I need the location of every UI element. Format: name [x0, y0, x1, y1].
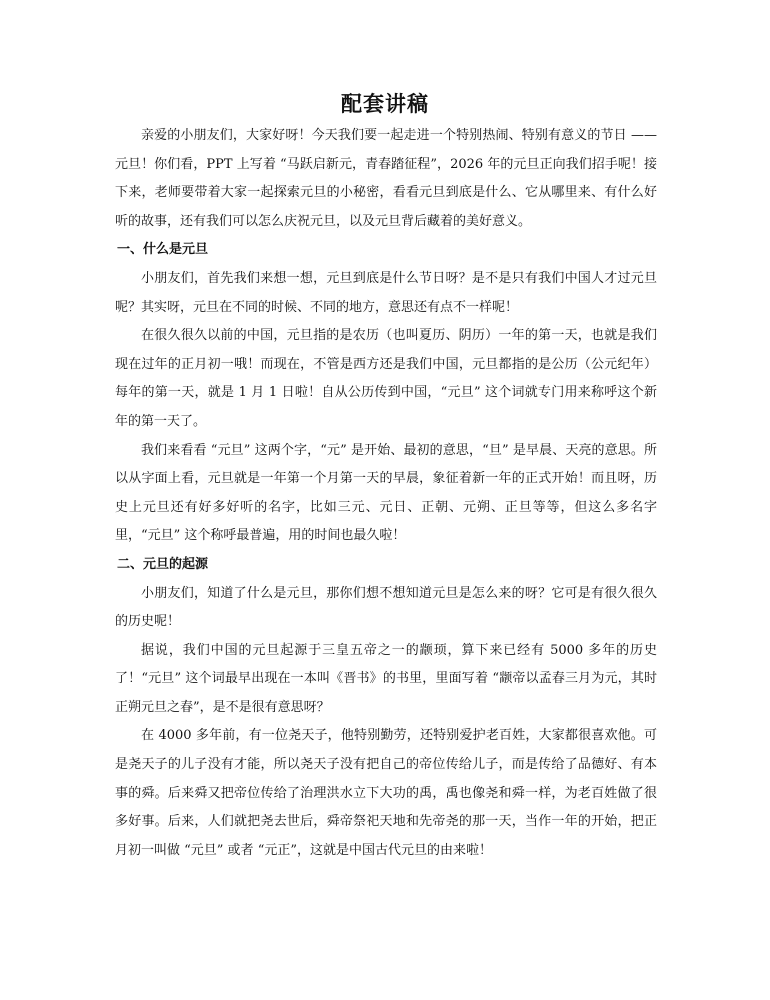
paragraph: 在 4000 多年前，有一位尧天子，他特别勤劳，还特别爱护老百姓，大家都很喜欢他。可是尧天子的儿子没有才能，所以尧天子没有把自己的帝位传给儿子，而是传给了品德好、有本事的舜。后来舜又把帝位传给了治理洪水立下大功的禹，禹也像尧和舜一样，为老百姓做了很多好事。后来，人们就把尧去世后，舜帝祭祀天地和先帝尧的那一天，当作一年的开始，把正月初一叫做 “元旦” 或者 “元正”，这就是中国古代元旦的由来啦！	[115, 728, 657, 858]
page-title: 配套讲稿	[341, 91, 429, 116]
section-heading-origin: 二、元旦的起源	[117, 556, 209, 572]
section-heading-what-is-yuandan: 一、什么是元旦	[117, 242, 209, 258]
paragraph: 小朋友们，首先我们来想一想，元旦到底是什么节日呀？是不是只有我们中国人才过元旦呢？其实呀，元旦在不同的时候、不同的地方，意思还有点不一样呢！	[115, 270, 657, 315]
document-body	[115, 122, 657, 865]
paragraph: 小朋友们，知道了什么是元旦，那你们想不想知道元旦是怎么来的呀？它可是有很久很久的历史呢！	[115, 585, 657, 630]
paragraph: 据说，我们中国的元旦起源于三皇五帝之一的颛顼，算下来已经有 5000 多年的历史了！“元旦” 这个词最早出现在一本叫《晋书》的书里，里面写着 “颛帝以孟春三月为元，其时正朔元旦之春”，是不是很有意思呀？	[115, 642, 657, 715]
intro-paragraph: 亲爱的小朋友们，大家好呀！今天我们要一起走进一个特别热闹、特别有意义的节日 —— 元旦！你们看，PPT 上写着 “马跃启新元，青春踏征程”，2026 年的元旦正向我们招手呢！接下来，老师要带着大家一起探索元旦的小秘密，看看元旦到底是什么、它从哪里来、有什么好听的故事，还有我们可以怎么庆祝元旦，以及元旦背后藏着的美好意义。	[115, 128, 657, 229]
paragraph: 我们来看看 “元旦” 这两个字，“元” 是开始、最初的意思，“旦” 是早晨、天亮的意思。所以从字面上看，元旦就是一年第一个月第一天的早晨，象征着新一年的正式开始！而且呀，历史上元旦还有好多好听的名字，比如三元、元日、正朝、元朔、正旦等等，但这么多名字里，“元旦” 这个称呼最普遍，用的时间也最久啦！	[115, 442, 657, 544]
paragraph: 在很久很久以前的中国，元旦指的是农历（也叫夏历、阴历）一年的第一天，也就是我们现在过年的正月初一哦！而现在，不管是西方还是我们中国，元旦都指的是公历（公元纪年）每年的第一天，就是 1 月 1 日啦！自从公历传到中国，“元旦” 这个词就专门用来称呼这个新年的第一天了。	[115, 328, 657, 429]
